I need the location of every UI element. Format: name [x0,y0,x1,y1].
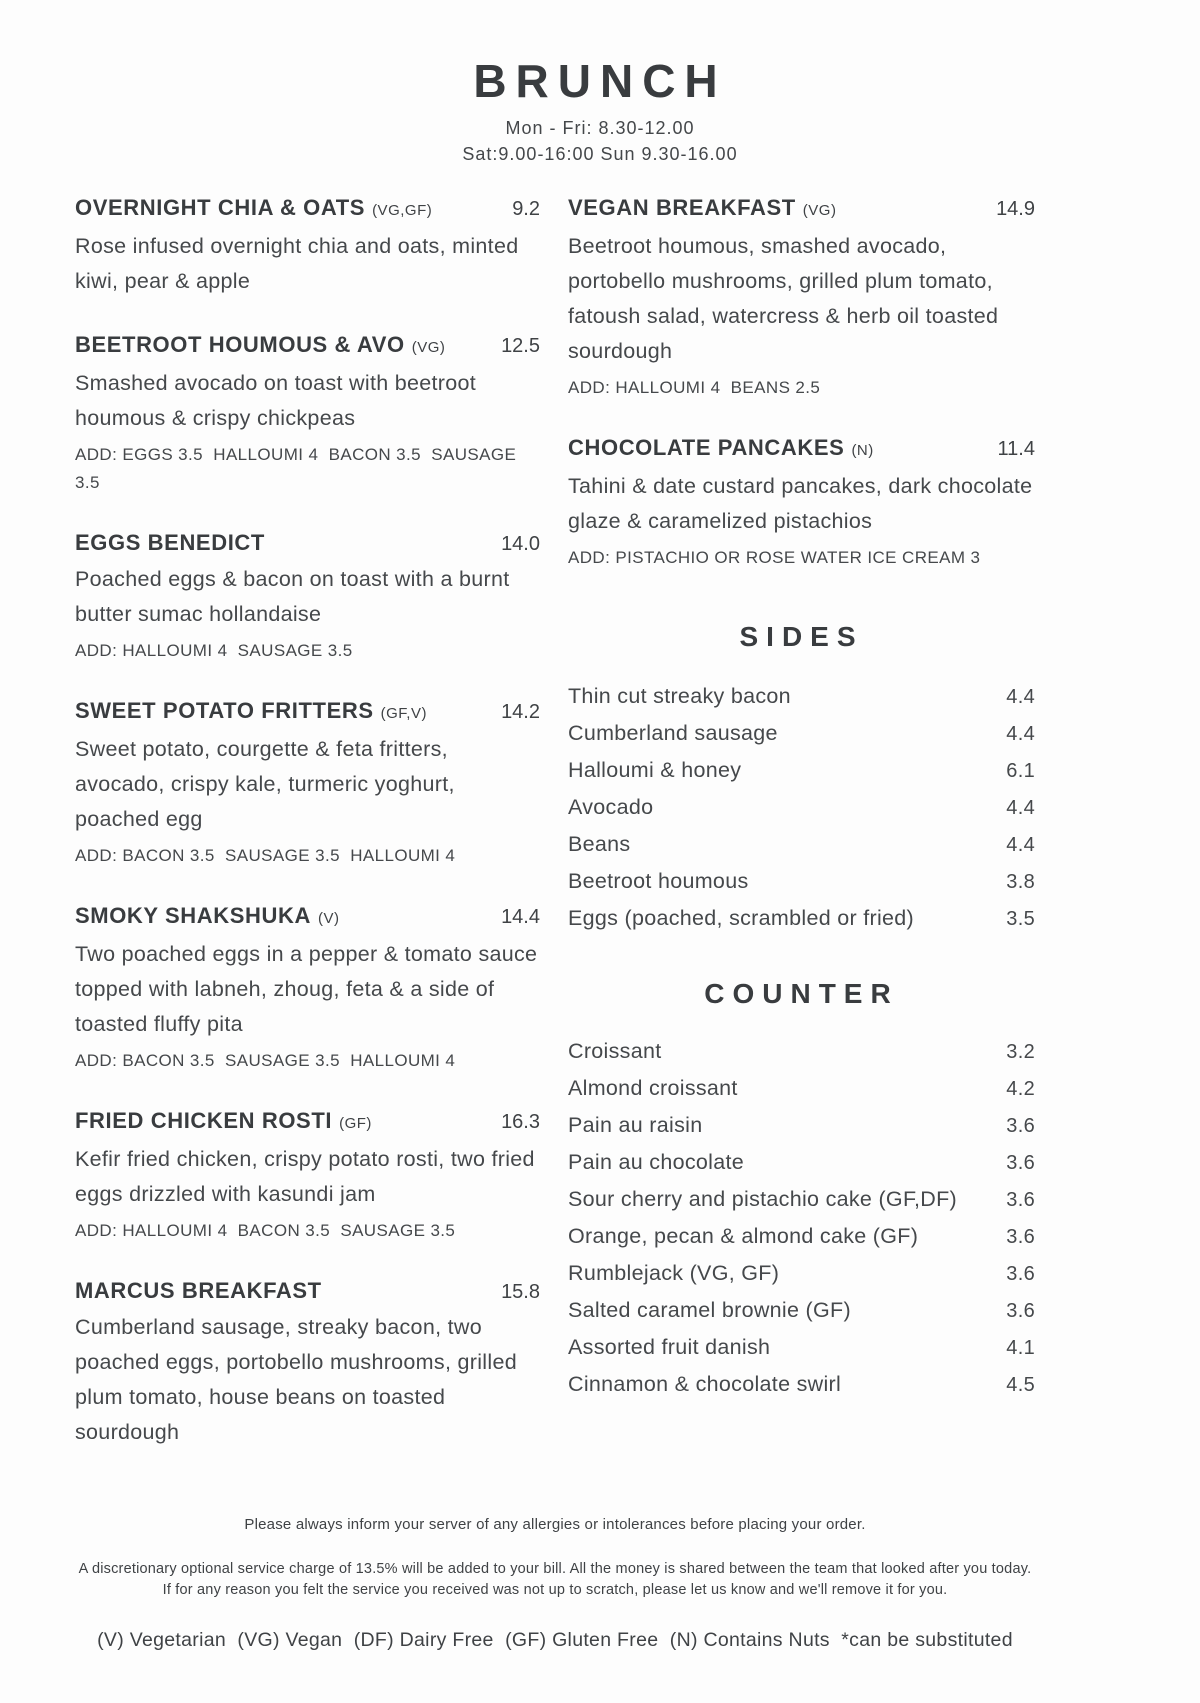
menu-item-header [568,433,1035,466]
menu-item-description: Sweet potato, courgette & feta fritters, avocado, crispy kale, turmeric yoghurt, poached egg [75,737,455,831]
menu-item-description: Rose infused overnight chia and oats, minted kiwi, pear & apple [75,234,519,293]
menu-item-price: 9.2 [512,198,540,220]
menu-item-name: BEETROOT HOUMOUS & AVO [75,332,405,357]
side-price: 4.4 [1006,686,1035,708]
side-row [568,900,1035,937]
menu-item-name: OVERNIGHT CHIA & OATS [75,195,366,220]
side-price: 4.4 [1006,723,1035,745]
counter-row [568,1255,1035,1292]
menu-item-addons: ADD: EGGS 3.5 HALLOUMI 4 BACON 3.5 SAUSAGE 3.5 [75,445,522,492]
menu-column-right [568,193,1035,1481]
side-name: Avocado [568,795,654,819]
side-row [568,752,1035,789]
side-row [568,826,1035,863]
menu-item [75,1276,540,1450]
menu-item-price: 14.9 [996,198,1035,220]
menu-item-name: FRIED CHICKEN ROSTI [75,1108,333,1133]
menu-item-dietary-tags: (N) [851,442,874,459]
counter-item-price: 3.6 [1006,1115,1035,1137]
menu-footer [75,1515,1035,1652]
counter-item-price: 3.6 [1006,1189,1035,1211]
menu-item [568,433,1035,572]
counter-item-name: Pain au raisin [568,1113,703,1137]
counter-item-price: 3.6 [1006,1300,1035,1322]
page-title: BRUNCH [473,55,727,107]
menu-item-name: MARCUS BREAKFAST [75,1278,322,1303]
menu-item-addons: ADD: BACON 3.5 SAUSAGE 3.5 HALLOUMI 4 [75,1051,456,1070]
side-row [568,863,1035,900]
menu-item-addons: ADD: BACON 3.5 SAUSAGE 3.5 HALLOUMI 4 [75,846,456,865]
side-price: 3.8 [1006,871,1035,893]
menu-item-dietary-tags: (V) [317,910,340,927]
side-row [568,678,1035,715]
service-charge-note: A discretionary optional service charge of 13.5% will be added to your bill. All the money is shared between the team that looked after you today. If for any reason you felt the service you received was not up to scratch, please let us know and we'll remove it for you. [78,1561,1032,1598]
menu-item [568,193,1035,402]
menu-item-name: SMOKY SHAKSHUKA [75,903,311,928]
menu-item-dietary-tags: (VG) [802,202,837,219]
menu-item-description: Kefir fried chicken, crispy potato rosti, two fried eggs drizzled with kasundi jam [75,1147,535,1206]
counter-row [568,1329,1035,1366]
dietary-legend: (V) Vegetarian (VG) Vegan (DF) Dairy Free (GF) Gluten Free (N) Contains Nuts *can be substituted [97,1629,1013,1651]
menu-columns [75,193,1200,1481]
menu-item-description: Beetroot houmous, smashed avocado, portobello mushrooms, grilled plum tomato, fatoush salad, watercress & herb oil toasted sourdough [568,234,999,363]
menu-item [75,193,540,299]
menu-item-dietary-tags: (GF) [339,1115,372,1132]
menu-item-dietary-tags: (VG) [411,339,446,356]
menu-item [75,528,540,665]
counter-row [568,1033,1035,1070]
menu-item-name: EGGS BENEDICT [75,530,265,555]
menu-item-header [75,1276,540,1307]
menu-item-dietary-tags: (VG,GF) [372,202,433,219]
counter-item-price: 4.2 [1006,1078,1035,1100]
counter-item-name: Pain au chocolate [568,1150,745,1174]
counter-row [568,1292,1035,1329]
menu-item-price: 14.4 [501,906,540,928]
menu-column-left [75,193,540,1481]
counter-item-price: 3.2 [1006,1041,1035,1063]
menu-item [75,901,540,1075]
menu-item-addons: ADD: HALLOUMI 4 SAUSAGE 3.5 [75,641,353,660]
side-name: Halloumi & honey [568,758,742,782]
menu-item-description: Tahini & date custard pancakes, dark chocolate glaze & caramelized pistachios [568,474,1033,533]
menu-item [75,330,540,497]
menu-item [75,696,540,870]
counter-item-name: Sour cherry and pistachio cake (GF,DF) [568,1187,957,1211]
sides-heading: SIDES [739,621,864,652]
counter-item-price: 4.5 [1006,1374,1035,1396]
side-price: 4.4 [1006,797,1035,819]
side-name: Eggs (poached, scrambled or fried) [568,906,915,930]
opening-hours-weekend: Sat:9.00-16:00 Sun 9.30-16.00 [462,144,738,164]
counter-item-price: 3.6 [1006,1263,1035,1285]
menu-item-price: 11.4 [997,438,1035,460]
menu-item-price: 12.5 [501,335,540,357]
menu-item-price: 15.8 [501,1281,540,1303]
counter-item-name: Assorted fruit danish [568,1335,771,1359]
counter-item-name: Cinnamon & chocolate swirl [568,1372,842,1396]
counter-row [568,1366,1035,1403]
menu-item-header [568,193,1035,226]
menu-item [75,1106,540,1245]
counter-item-name: Orange, pecan & almond cake (GF) [568,1224,919,1248]
menu-item-header [75,1106,540,1139]
counter-row [568,1070,1035,1107]
menu-item-addons: ADD: HALLOUMI 4 BEANS 2.5 [568,378,821,397]
side-price: 3.5 [1006,908,1035,930]
menu-item-description: Poached eggs & bacon on toast with a burnt butter sumac hollandaise [75,567,510,626]
allergy-note: Please always inform your server of any allergies or intolerances before placing your order. [244,1516,866,1533]
counter-item-name: Almond croissant [568,1076,738,1100]
side-name: Cumberland sausage [568,721,778,745]
menu-item-header [75,193,540,226]
counter-row [568,1181,1035,1218]
menu-item-addons: ADD: HALLOUMI 4 BACON 3.5 SAUSAGE 3.5 [75,1221,456,1240]
side-row [568,715,1035,752]
menu-header [0,0,1200,167]
counter-row [568,1144,1035,1181]
side-price: 4.4 [1006,834,1035,856]
menu-item-dietary-tags: (GF,V) [380,705,427,722]
counter-item-name: Croissant [568,1039,662,1063]
menu-item-price: 14.0 [501,533,540,555]
counter-item-price: 3.6 [1006,1226,1035,1248]
side-name: Beetroot houmous [568,869,749,893]
menu-item-description: Cumberland sausage, streaky bacon, two poached eggs, portobello mushrooms, grilled plum tomato, house beans on toasted sourdough [75,1315,517,1444]
side-row [568,789,1035,826]
opening-hours-weekday: Mon - Fri: 8.30-12.00 [505,118,695,138]
side-price: 6.1 [1006,760,1035,782]
menu-item-header [75,330,540,363]
menu-item-name: SWEET POTATO FRITTERS [75,698,374,723]
menu-item-header [75,901,540,934]
menu-item-price: 16.3 [501,1111,540,1133]
menu-item-header [75,696,540,729]
counter-heading: COUNTER [704,978,899,1009]
side-name: Beans [568,832,631,856]
counter-item-name: Rumblejack (VG, GF) [568,1261,780,1285]
counter-row [568,1218,1035,1255]
menu-item-description: Two poached eggs in a pepper & tomato sauce topped with labneh, zhoug, feta & a side of toasted fluffy pita [75,942,538,1036]
menu-item-name: CHOCOLATE PANCAKES [568,435,845,460]
menu-item-name: VEGAN BREAKFAST [568,195,796,220]
counter-row [568,1107,1035,1144]
counter-item-name: Salted caramel brownie (GF) [568,1298,851,1322]
counter-list [568,1033,1035,1403]
side-name: Thin cut streaky bacon [568,684,791,708]
menu-item-addons: ADD: PISTACHIO OR ROSE WATER ICE CREAM 3 [568,548,981,567]
menu-item-price: 14.2 [501,701,540,723]
menu-item-description: Smashed avocado on toast with beetroot houmous & crispy chickpeas [75,371,477,430]
counter-item-price: 3.6 [1006,1152,1035,1174]
opening-hours [0,115,1200,167]
sides-list [568,678,1035,937]
counter-item-price: 4.1 [1006,1337,1035,1359]
menu-item-header [75,528,540,559]
